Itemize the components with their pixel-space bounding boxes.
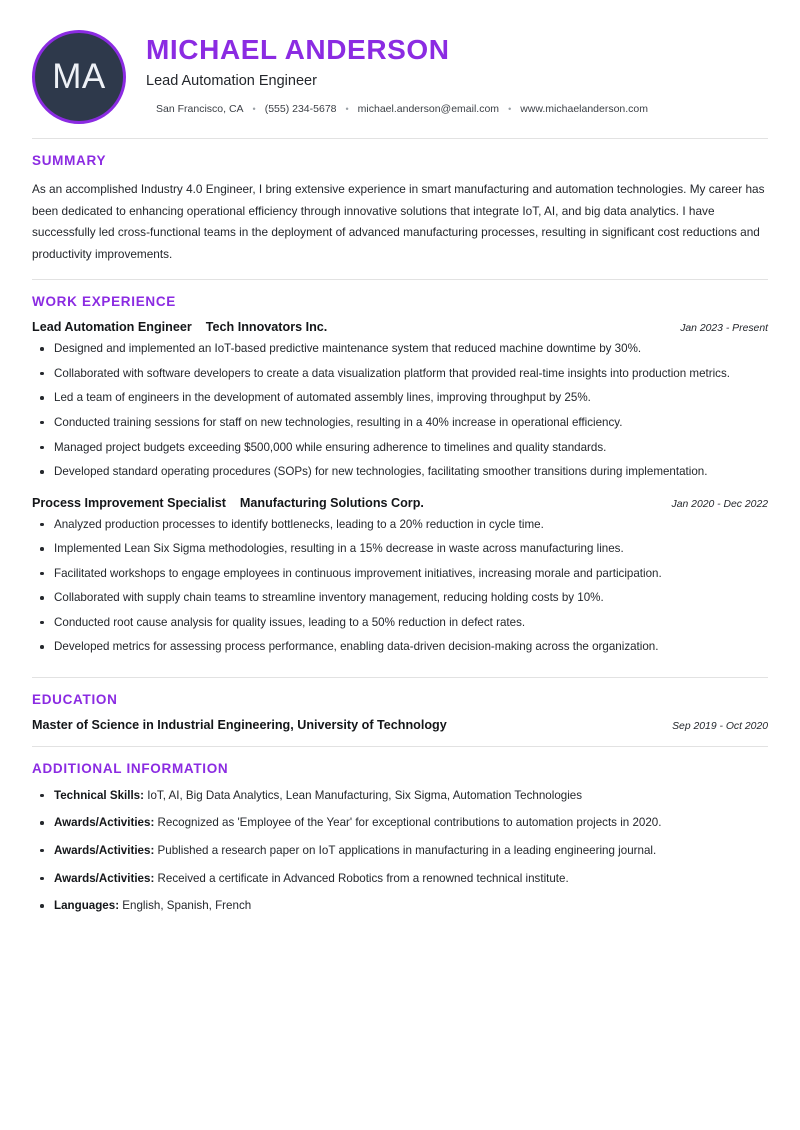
info-value: English, Spanish, French bbox=[122, 899, 252, 913]
job-header bbox=[32, 320, 768, 334]
section-title-education: EDUCATION bbox=[32, 691, 118, 707]
info-label: Awards/Activities: bbox=[54, 816, 155, 830]
additional-information-list bbox=[32, 787, 768, 916]
section-work-experience bbox=[32, 280, 768, 677]
page-title: MICHAEL ANDERSON bbox=[146, 34, 450, 65]
bullet-separator-icon: • bbox=[508, 103, 512, 114]
list-item: Developed metrics for assessing process performance, enabling data-driven decision-making across the organization. bbox=[32, 638, 768, 657]
list-item: Analyzed production processes to identify bottlenecks, leading to a 20% reduction in cycle time. bbox=[32, 516, 768, 535]
list-item: Conducted root cause analysis for quality issues, leading to a 50% reduction in defect rates. bbox=[32, 614, 768, 633]
avatar bbox=[32, 30, 126, 124]
additional-information-body bbox=[32, 787, 768, 939]
job-entry bbox=[32, 320, 768, 481]
info-label: Awards/Activities: bbox=[54, 871, 155, 885]
contact-location: San Francisco, CA bbox=[156, 103, 244, 116]
job-headline bbox=[32, 496, 424, 510]
list-item: Led a team of engineers in the development of automated assembly lines, improving throughput by 25%. bbox=[32, 389, 768, 408]
list-item bbox=[32, 787, 768, 806]
list-item: Conducted training sessions for staff on new technologies, resulting in a 40% increase in operational efficiency. bbox=[32, 414, 768, 433]
job-title: Process Improvement Specialist bbox=[32, 495, 226, 510]
list-item bbox=[32, 842, 768, 861]
list-item: Collaborated with supply chain teams to streamline inventory management, reducing holding costs by 10%. bbox=[32, 589, 768, 608]
job-company: Manufacturing Solutions Corp. bbox=[239, 495, 424, 510]
list-item: Collaborated with software developers to create a data visualization platform that provided real-time insights into production metrics. bbox=[32, 365, 768, 384]
contact-bar bbox=[146, 103, 768, 115]
education-date: Sep 2019 - Oct 2020 bbox=[672, 720, 768, 732]
section-additional-information bbox=[32, 747, 768, 939]
job-role-subtitle: Lead Automation Engineer bbox=[146, 73, 317, 90]
section-title-additional-information: ADDITIONAL INFORMATION bbox=[32, 760, 229, 776]
job-headline bbox=[32, 320, 327, 334]
section-title-work-experience: WORK EXPERIENCE bbox=[32, 294, 177, 310]
info-label: Awards/Activities: bbox=[54, 843, 155, 857]
contact-website[interactable]: www.michaelanderson.com bbox=[520, 103, 649, 116]
avatar-initials: MA bbox=[52, 57, 106, 96]
contact-email[interactable]: michael.anderson@email.com bbox=[357, 103, 500, 116]
job-bullet-list bbox=[32, 516, 768, 657]
list-item: Implemented Lean Six Sigma methodologies, resulting in a 15% decrease in waste across manufacturing lines. bbox=[32, 540, 768, 559]
education-entry bbox=[32, 718, 768, 732]
job-entry bbox=[32, 496, 768, 657]
info-label: Languages: bbox=[54, 899, 120, 913]
info-label: Technical Skills: bbox=[54, 788, 144, 802]
job-title: Lead Automation Engineer bbox=[32, 320, 192, 335]
header-text-block bbox=[146, 30, 768, 115]
bullet-separator-icon: • bbox=[252, 103, 256, 114]
list-item bbox=[32, 814, 768, 833]
list-item bbox=[32, 897, 768, 916]
education-degree: Master of Science in Industrial Engineering, University of Technology bbox=[32, 717, 447, 732]
contact-phone[interactable]: (555) 234-5678 bbox=[264, 103, 337, 116]
info-value: Received a certificate in Advanced Robotics from a renowned technical institute. bbox=[157, 871, 569, 885]
job-bullet-list bbox=[32, 340, 768, 481]
work-experience-body bbox=[32, 320, 768, 677]
list-item: Designed and implemented an IoT-based predictive maintenance system that reduced machine downtime by 30%. bbox=[32, 340, 768, 359]
resume-header bbox=[32, 30, 768, 138]
list-item: Facilitated workshops to engage employees in continuous improvement initiatives, increasing morale and participation. bbox=[32, 565, 768, 584]
summary-body bbox=[32, 179, 768, 279]
list-item: Managed project budgets exceeding $500,000 while ensuring adherence to timelines and quality standards. bbox=[32, 439, 768, 458]
education-body bbox=[32, 718, 768, 746]
section-education bbox=[32, 678, 768, 746]
summary-text: As an accomplished Industry 4.0 Engineer, I bring extensive experience in smart manufacturing and automation technologies. My career has been dedicated to enhancing operational efficiency through innovative solutions that integrate IoT, AI, and big data analytics. I have successfully led cross-functional teams in the deployment of advanced manufacturing processes, resulting in significant cost reductions and productivity improvements. bbox=[32, 182, 765, 261]
info-value: Published a research paper on IoT applications in manufacturing in a leading engineering journal. bbox=[157, 843, 657, 857]
list-item bbox=[32, 870, 768, 889]
job-date: Jan 2023 - Present bbox=[680, 323, 768, 335]
bullet-separator-icon: • bbox=[345, 103, 349, 114]
job-date: Jan 2020 - Dec 2022 bbox=[671, 498, 768, 510]
info-value: Recognized as 'Employee of the Year' for exceptional contributions to automation projects in 2020. bbox=[157, 816, 662, 830]
job-header bbox=[32, 496, 768, 510]
job-company: Tech Innovators Inc. bbox=[205, 320, 328, 335]
section-summary bbox=[32, 139, 768, 279]
info-value: IoT, AI, Big Data Analytics, Lean Manufacturing, Six Sigma, Automation Technologies bbox=[147, 788, 583, 802]
section-title-summary: SUMMARY bbox=[32, 153, 107, 168]
list-item: Developed standard operating procedures (SOPs) for new technologies, facilitating smoother transitions during implementation. bbox=[32, 463, 768, 482]
